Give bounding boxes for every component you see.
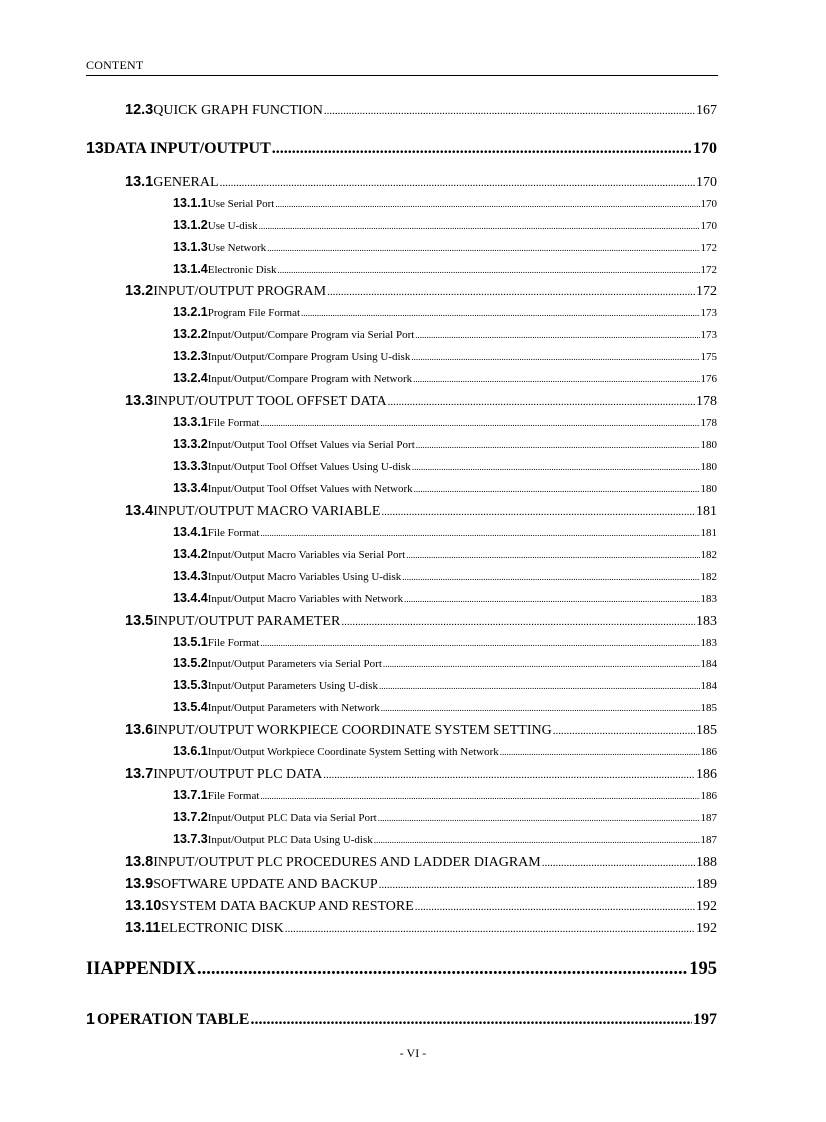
toc-entry-title: Input/Output Macro Variables with Network xyxy=(207,593,404,605)
dot-leader xyxy=(553,725,695,737)
toc-entry[interactable] xyxy=(173,218,717,232)
toc-entry-number: 13.4.1 xyxy=(173,525,208,539)
toc-entry-title: File Format xyxy=(207,790,260,802)
toc-entry[interactable] xyxy=(173,371,717,385)
toc-entry-number: 1 xyxy=(86,1011,95,1028)
dot-leader xyxy=(341,616,695,628)
dot-leader xyxy=(383,659,700,669)
toc-entry-page: 188 xyxy=(696,855,717,870)
toc-entry-page: 175 xyxy=(700,351,717,363)
toc-entry[interactable] xyxy=(173,262,717,276)
toc-entry-page: 180 xyxy=(700,483,717,495)
toc-entry[interactable] xyxy=(173,700,717,714)
toc-entry[interactable] xyxy=(173,240,717,254)
dot-leader xyxy=(278,265,700,275)
toc-entry-title: File Format xyxy=(207,637,260,649)
dot-leader xyxy=(285,923,695,935)
toc-entry-title: Input/Output Parameters Using U-disk xyxy=(207,680,378,692)
toc-entry-number: 13.2.2 xyxy=(173,327,208,341)
toc-entry-number: 13.1.3 xyxy=(173,240,208,254)
toc-entry[interactable] xyxy=(125,898,717,915)
toc-entry-page: 170 xyxy=(696,175,717,190)
toc-entry[interactable] xyxy=(86,959,717,980)
toc-entry-title: INPUT/OUTPUT PLC DATA xyxy=(153,767,323,782)
toc-entry-page: 172 xyxy=(700,264,717,276)
toc-entry-page: 167 xyxy=(696,103,717,118)
toc-entry[interactable] xyxy=(173,196,717,210)
dot-leader xyxy=(378,813,700,823)
dot-leader xyxy=(250,1011,692,1029)
toc-entry[interactable] xyxy=(125,722,717,739)
toc-entry-number: 13.1.1 xyxy=(173,196,208,210)
toc-entry-title: QUICK GRAPH FUNCTION xyxy=(153,103,323,118)
toc-entry-page: 170 xyxy=(700,220,717,232)
toc-entry-title: Input/Output/Compare Program via Serial Port xyxy=(207,329,415,341)
toc-entry-number: 13.11 xyxy=(125,920,161,936)
toc-entry-page: 181 xyxy=(696,504,717,519)
toc-entry-title: INPUT/OUTPUT PLC PROCEDURES AND LADDER DIAGRAM xyxy=(153,855,541,870)
toc-entry-page: 195 xyxy=(689,959,717,979)
dot-leader xyxy=(275,199,699,209)
dot-leader xyxy=(414,484,700,494)
dot-leader xyxy=(260,791,699,801)
toc-entry-title: INPUT/OUTPUT PARAMETER xyxy=(153,614,341,629)
toc-entry-title: SYSTEM DATA BACKUP AND RESTORE xyxy=(161,899,414,914)
toc-entry[interactable] xyxy=(173,525,717,539)
toc-entry-page: 172 xyxy=(700,242,717,254)
toc-entry-title: Electronic Disk xyxy=(207,264,277,276)
dot-leader xyxy=(327,286,695,298)
toc-entry-number: 13.2.4 xyxy=(173,371,208,385)
toc-entry-number: 13.7 xyxy=(125,766,154,782)
toc-entry-number: 13.5.3 xyxy=(173,678,208,692)
toc-entry[interactable] xyxy=(125,174,717,191)
toc-entry[interactable] xyxy=(86,1011,717,1029)
toc-entry-title: File Format xyxy=(207,417,260,429)
toc-entry[interactable] xyxy=(173,635,717,649)
dot-leader xyxy=(260,418,699,428)
toc-entry-page: 192 xyxy=(696,921,717,936)
toc-entry-number: 13.7.2 xyxy=(173,810,208,824)
toc-entry-page: 192 xyxy=(696,899,717,914)
dot-leader xyxy=(412,462,700,472)
toc-entry-title: ELECTRONIC DISK xyxy=(160,921,284,936)
toc-entry-number: 13.3.3 xyxy=(173,459,208,473)
toc-entry-title: Input/Output/Compare Program Using U-disk xyxy=(207,351,411,363)
toc-entry[interactable] xyxy=(173,349,717,363)
toc-entry[interactable] xyxy=(173,415,717,429)
dot-leader xyxy=(388,396,695,408)
toc-entry-title: Input/Output/Compare Program with Network xyxy=(207,373,413,385)
toc-entry-number: 13.5.4 xyxy=(173,700,208,714)
toc-entry-title: Use U-disk xyxy=(207,220,258,232)
toc-entry[interactable] xyxy=(125,920,717,937)
toc-entry-page: 173 xyxy=(700,307,717,319)
dot-leader xyxy=(415,901,695,913)
toc-entry-title: Input/Output Macro Variables Using U-disk xyxy=(207,571,402,583)
toc-entry-page: 186 xyxy=(700,790,717,802)
toc-entry-number: 13.9 xyxy=(125,876,154,892)
dot-leader xyxy=(301,308,699,318)
toc-entry-page: 182 xyxy=(700,571,717,583)
dot-leader xyxy=(260,638,699,648)
dot-leader xyxy=(402,572,699,582)
toc-entry-title: SOFTWARE UPDATE AND BACKUP xyxy=(153,877,378,892)
dot-leader xyxy=(323,769,695,781)
toc-entry-page: 178 xyxy=(700,417,717,429)
toc-entry-page: 178 xyxy=(696,394,717,409)
toc-entry-page: 170 xyxy=(700,198,717,210)
dot-leader xyxy=(413,374,699,384)
toc-entry-page: 183 xyxy=(700,593,717,605)
toc-entry-number: 13.10 xyxy=(125,898,162,914)
dot-leader xyxy=(381,506,695,518)
toc-entry-page: 185 xyxy=(696,723,717,738)
toc-entry-number: 13.4.4 xyxy=(173,591,208,605)
toc-entry-number: 13.5.2 xyxy=(173,656,208,670)
dot-leader xyxy=(267,243,699,253)
toc-entry-number: 13.6 xyxy=(125,722,154,738)
dot-leader xyxy=(272,140,692,158)
toc-entry[interactable] xyxy=(173,305,717,319)
toc-entry-title: INPUT/OUTPUT TOOL OFFSET DATA xyxy=(153,394,387,409)
toc-entry-number: 13.2 xyxy=(125,283,154,299)
toc-entry-number: II xyxy=(86,959,101,979)
toc-entry[interactable] xyxy=(125,393,717,410)
toc-entry-page: 176 xyxy=(700,373,717,385)
dot-leader xyxy=(406,550,699,560)
toc-entry-title: GENERAL xyxy=(153,175,219,190)
toc-entry-title: Use Serial Port xyxy=(207,198,275,210)
toc-entry-page: 184 xyxy=(700,658,717,670)
toc-entry[interactable] xyxy=(86,140,717,158)
dot-leader xyxy=(381,703,700,713)
toc-entry-title: Program File Format xyxy=(207,307,301,319)
toc-entry-title: Input/Output Tool Offset Values with Network xyxy=(207,483,413,495)
dot-leader xyxy=(197,959,688,980)
toc-entry-title: Input/Output Parameters via Serial Port xyxy=(207,658,382,670)
toc-entry[interactable] xyxy=(173,481,717,495)
toc-entry-number: 13.1.4 xyxy=(173,262,208,276)
toc-entry-number: 13.4.3 xyxy=(173,569,208,583)
toc-entry-page: 186 xyxy=(696,767,717,782)
toc-entry-title: INPUT/OUTPUT PROGRAM xyxy=(153,284,327,299)
dot-leader xyxy=(415,330,699,340)
toc-entry-page: 182 xyxy=(700,549,717,561)
toc-entry[interactable] xyxy=(173,832,717,846)
dot-leader xyxy=(411,352,699,362)
dot-leader xyxy=(416,440,700,450)
toc-entry-number: 13.7.1 xyxy=(173,788,208,802)
toc-entry-title: INPUT/OUTPUT MACRO VARIABLE xyxy=(153,504,381,519)
toc-entry-title: Input/Output Macro Variables via Serial Port xyxy=(207,549,406,561)
toc-entry-page: 180 xyxy=(700,439,717,451)
toc-entry-number: 13.5 xyxy=(125,613,154,629)
toc-entry-title: File Format xyxy=(207,527,260,539)
toc-entry[interactable] xyxy=(173,810,717,824)
toc-entry-number: 13.1.2 xyxy=(173,218,208,232)
toc-entry[interactable] xyxy=(173,327,717,341)
toc-entry-number: 13.2.3 xyxy=(173,349,208,363)
dot-leader xyxy=(374,835,700,845)
toc-entry-title: APPENDIX xyxy=(100,959,196,979)
toc-entry-title: OPERATION TABLE xyxy=(96,1011,250,1028)
toc-entry-number: 13.6.1 xyxy=(173,744,208,758)
toc-entry-title: Input/Output Tool Offset Values via Serial Port xyxy=(207,439,415,451)
dot-leader xyxy=(500,747,700,757)
dot-leader xyxy=(324,105,695,117)
toc-entry[interactable] xyxy=(125,854,717,871)
toc-entry-title: INPUT/OUTPUT WORKPIECE COORDINATE SYSTEM SETTING xyxy=(153,723,552,738)
toc-entry-number: 13.5.1 xyxy=(173,635,208,649)
toc-entry[interactable] xyxy=(173,788,717,802)
toc-entry-number: 13.3.1 xyxy=(173,415,208,429)
toc-entry[interactable] xyxy=(173,437,717,451)
toc-entry-page: 185 xyxy=(700,702,717,714)
toc-entry-number: 13.4 xyxy=(125,503,154,519)
toc-entry[interactable] xyxy=(173,459,717,473)
toc-entry[interactable] xyxy=(125,876,717,893)
toc-entry-number: 13.3 xyxy=(125,393,154,409)
toc-entry[interactable] xyxy=(125,503,717,520)
toc-entry-number: 13.1 xyxy=(125,174,154,190)
toc-entry-title: Input/Output Parameters with Network xyxy=(207,702,380,714)
toc-entry-title: DATA INPUT/OUTPUT xyxy=(103,140,271,157)
toc-entry[interactable] xyxy=(173,591,717,605)
toc-entry-title: Input/Output PLC Data Using U-disk xyxy=(207,834,373,846)
toc-entry-page: 183 xyxy=(700,637,717,649)
toc-entry-number: 12.3 xyxy=(125,102,154,118)
toc-entry-page: 172 xyxy=(696,284,717,299)
toc-entry[interactable] xyxy=(125,766,717,783)
dot-leader xyxy=(404,594,699,604)
toc-entry[interactable] xyxy=(173,744,717,758)
running-header: CONTENT xyxy=(86,58,144,72)
toc-entry-page: 184 xyxy=(700,680,717,692)
dot-leader xyxy=(260,528,699,538)
page-number: - VI - xyxy=(399,1046,427,1060)
toc-entry-number: 13.3.4 xyxy=(173,481,208,495)
toc-entry[interactable] xyxy=(125,283,717,300)
toc-entry-number: 13.2.1 xyxy=(173,305,208,319)
toc-entry-page: 186 xyxy=(700,746,717,758)
toc-entry-page: 170 xyxy=(693,140,717,157)
toc-entry-page: 181 xyxy=(700,527,717,539)
toc-entry-number: 13.4.2 xyxy=(173,547,208,561)
toc-entry-number: 13.3.2 xyxy=(173,437,208,451)
toc-entry-page: 183 xyxy=(696,614,717,629)
dot-leader xyxy=(379,681,700,691)
toc-entry-title: Input/Output PLC Data via Serial Port xyxy=(207,812,377,824)
toc-entry-number: 13.8 xyxy=(125,854,154,870)
toc-entry[interactable] xyxy=(125,613,717,630)
toc-entry[interactable] xyxy=(173,678,717,692)
toc-entry-page: 197 xyxy=(693,1011,717,1028)
toc-entry[interactable] xyxy=(125,102,717,119)
toc-entry-page: 187 xyxy=(700,812,717,824)
toc-entry-title: Use Network xyxy=(207,242,267,254)
toc-entry[interactable] xyxy=(173,656,717,670)
dot-leader xyxy=(379,879,695,891)
toc-entry-number: 13.7.3 xyxy=(173,832,208,846)
toc-entry-page: 173 xyxy=(700,329,717,341)
dot-leader xyxy=(259,221,700,231)
toc-entry-title: Input/Output Tool Offset Values Using U-disk xyxy=(207,461,411,473)
toc-entry-page: 187 xyxy=(700,834,717,846)
toc-entry-page: 180 xyxy=(700,461,717,473)
dot-leader xyxy=(220,177,695,189)
toc-entry[interactable] xyxy=(173,547,717,561)
toc-entry-page: 189 xyxy=(696,877,717,892)
toc-entry[interactable] xyxy=(173,569,717,583)
dot-leader xyxy=(542,857,695,869)
toc-entry-number: 13 xyxy=(86,140,104,157)
toc-entry-title: Input/Output Workpiece Coordinate System Setting with Network xyxy=(207,746,499,758)
